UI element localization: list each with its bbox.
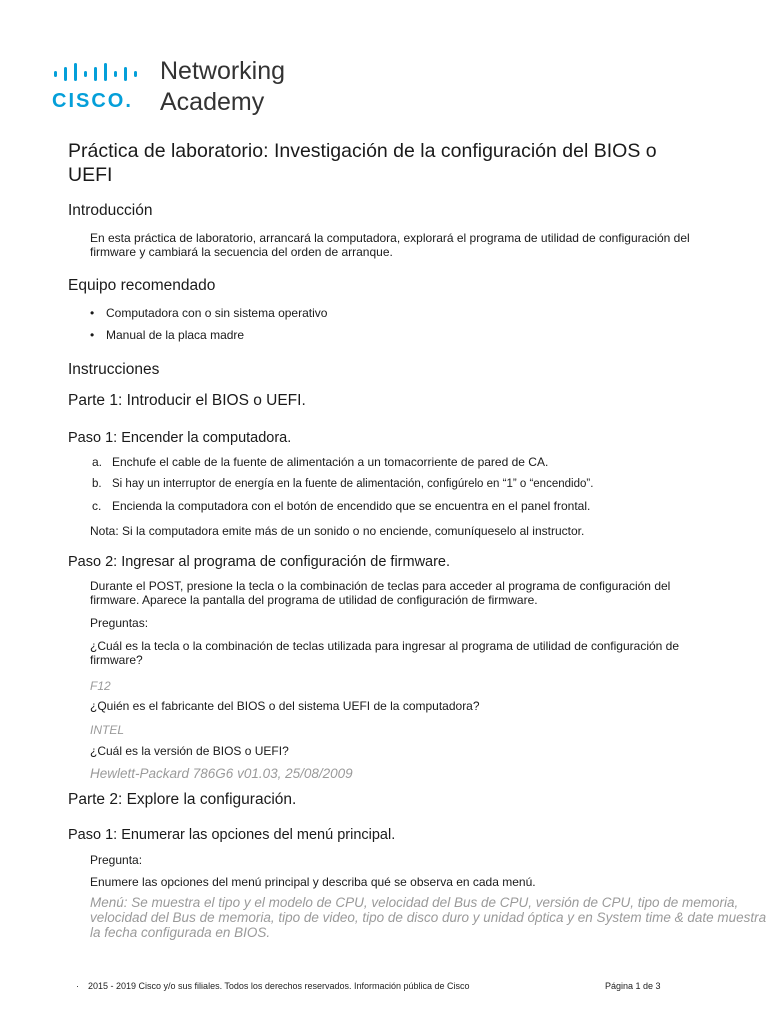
part2-heading: Parte 2: Explore la configuración. [68, 791, 297, 808]
question-4: Enumere las opciones del menú principal y describa qué se observa en cada menú. [90, 875, 536, 889]
logo-academy-text: Academy [160, 88, 265, 116]
question-1: ¿Cuál es la tecla o la combinación de teclas utilizada para ingresar al programa de utilidad de configuración de firmware? [90, 639, 680, 667]
part1-step1-note: Nota: Si la computadora emite más de un sonido o no enciende, comuníqueselo al instructor. [90, 524, 585, 538]
list-item: • Computadora con o sin sistema operativo [90, 306, 328, 320]
question-2: ¿Quién es el fabricante del BIOS o del sistema UEFI de la computadora? [90, 699, 480, 713]
answer-1: F12 [90, 679, 111, 693]
logo-networking-text: Networking [160, 57, 286, 85]
question-label: Pregunta: [90, 853, 143, 867]
part1-step2-heading: Paso 2: Ingresar al programa de configuración de firmware. [68, 554, 451, 570]
answer-3: Hewlett-Packard 786G6 v01.03, 25/08/2009 [90, 766, 353, 781]
intro-heading: Introducción [68, 202, 153, 219]
instructions-heading: Instrucciones [68, 361, 160, 378]
footer-copyright: 2015 - 2019 Cisco y/o sus filiales. Todos los derechos reservados. Información pública de Cisco [88, 981, 470, 991]
answer-2: INTEL [90, 723, 125, 737]
answer-4: Menú: Se muestra el tipo y el modelo de CPU, velocidad del Bus de CPU, versión de CPU, tipo de memoria, velocidad del Bus de memoria, tipo de video, tipo de disco duro y unidad óptica y en System time & date muestra la fecha configurada en BIOS. [90, 895, 767, 940]
list-item: c. Encienda la computadora con el botón de encendido que se encuentra en el panel frontal. [92, 499, 591, 513]
part2-step1-heading: Paso 1: Enumerar las opciones del menú principal. [68, 827, 396, 843]
part1-step1-heading: Paso 1: Encender la computadora. [68, 430, 292, 446]
cisco-wordmark: CISCO. [52, 90, 133, 112]
page-title: Práctica de laboratorio: Investigación de la configuración del BIOS o UEFI [68, 140, 657, 186]
page-number: Página 1 de 3 [605, 981, 661, 991]
cisco-bars-logo [52, 62, 152, 82]
questions-label: Preguntas: [90, 616, 149, 630]
part1-step2-text: Durante el POST, presione la tecla o la combinación de teclas para acceder al programa de configuración del firmware. Aparece la pantalla del programa de utilidad de configuración de firmware. [90, 579, 671, 607]
part1-heading: Parte 1: Introducir el BIOS o UEFI. [68, 392, 306, 409]
list-item: b. Si hay un interruptor de energía en la fuente de alimentación, configúrelo en “1” o “encendido”. [92, 478, 594, 490]
footer-bullet: · [76, 981, 79, 991]
question-3: ¿Cuál es la versión de BIOS o UEFI? [90, 744, 289, 758]
list-item: a. Enchufe el cable de la fuente de alimentación a un tomacorriente de pared de CA. [92, 455, 549, 469]
intro-text: En esta práctica de laboratorio, arrancará la computadora, explorará el programa de utilidad de configuración del firmware y cambiará la secuencia del orden de arranque. [90, 231, 690, 259]
list-item: • Manual de la placa madre [90, 328, 245, 342]
equipment-heading: Equipo recomendado [68, 277, 216, 294]
